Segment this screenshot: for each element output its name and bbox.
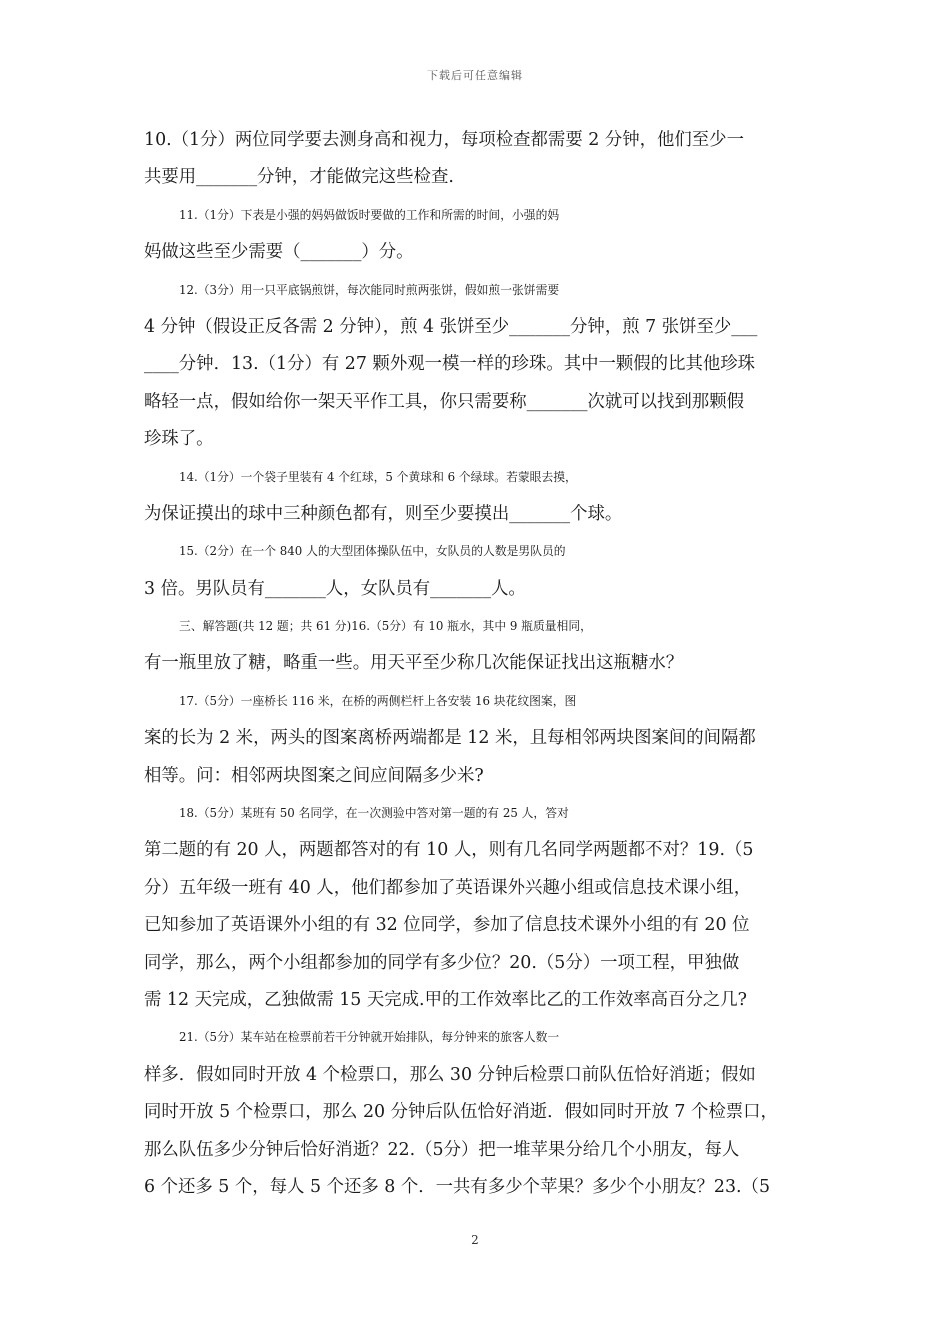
text-line: 15.（2分）在一个 840 人的大型团体操队伍中，女队员的人数是男队员的 xyxy=(179,544,566,559)
text-line: 3 倍。男队员有_______人，女队员有_______人。 xyxy=(144,578,526,599)
text-line: 21.（5分）某车站在检票前若干分钟就开始排队，每分钟来的旅客人数一 xyxy=(179,1030,560,1045)
text-line: 略轻一点，假如给你一架天平作工具，你只需要称_______次就可以找到那颗假 xyxy=(144,391,744,412)
text-line: 17.（5分）一座桥长 116 米，在桥的两侧栏杆上各安装 16 块花纹图案，图 xyxy=(179,693,577,708)
text-line: 有一瓶里放了糖，略重一些。用天平至少称几次能保证找出这瓶糖水？ xyxy=(144,653,684,674)
page-header: 下载后可任意编辑 xyxy=(427,69,523,82)
text-line: ____分钟．13.（1分）有 27 颗外观一模一样的珍珠。其中一颗假的比其他珍珠 xyxy=(144,354,756,375)
text-line: 同时开放 5 个检票口，那么 20 分钟后队伍恰好消逝．假如同时开放 7 个检票口， xyxy=(144,1102,778,1123)
text-line: 6 个还多 5 个，每人 5 个还多 8 个．一共有多少个苹果？多少个小朋友？23.（5 xyxy=(144,1176,771,1197)
page-number: 2 xyxy=(471,1233,479,1247)
text-line: 需 12 天完成，乙独做需 15 天完成.甲的工作效率比乙的工作效率高百分之几? xyxy=(144,989,747,1010)
text-line: 12.（3分）用一只平底锅煎饼，每次能同时煎两张饼，假如煎一张饼需要 xyxy=(179,282,560,297)
text-line: 为保证摸出的球中三种颜色都有，则至少要摸出_______个球。 xyxy=(144,503,623,524)
text-line: 案的长为 2 米，两头的图案离桥两端都是 12 米，且每相邻两块图案间的间隔都 xyxy=(144,728,756,749)
text-line: 同学，那么，两个小组都参加的同学有多少位？20.（5分）一项工程，甲独做 xyxy=(144,952,740,973)
text-line: 4 分钟（假设正反各需 2 分钟），煎 4 张饼至少_______分钟，煎 7 张饼至少___ xyxy=(144,316,758,337)
text-line: 11.（1分）下表是小强的妈妈做饭时要做的工作和所需的时间，小强的妈 xyxy=(179,207,560,222)
text-line: 第二题的有 20 人，两题都答对的有 10 人，则有几名同学两题都不对？19.（5 xyxy=(144,840,754,861)
text-line: 14.（1分）一个袋子里装有 4 个红球，5 个黄球和 6 个绿球。若蒙眼去摸， xyxy=(179,469,577,484)
text-line: 已知参加了英语课外小组的有 32 位同学，参加了信息技术课外小组的有 20 位 xyxy=(144,915,750,936)
text-line: 那么队伍多少分钟后恰好消逝？22.（5分）把一堆苹果分给几个小朋友，每人 xyxy=(144,1139,740,1160)
text-line: 三、解答题(共 12 题；共 61 分)16.（5分）有 10 瓶水，其中 9 瓶质量相同， xyxy=(179,619,592,634)
text-line: 相等。问：相邻两块图案之间应间隔多少米? xyxy=(144,765,484,786)
text-line: 妈做这些至少需要（_______）分。 xyxy=(144,242,414,263)
text-line: 珍珠了。 xyxy=(144,429,214,450)
text-line: 18.（5分）某班有 50 名同学，在一次测验中答对第一题的有 25 人，答对 xyxy=(179,806,569,821)
text-line: 共要用_______分钟，才能做完这些检查. xyxy=(144,167,454,188)
text-line: 10.（1分）两位同学要去测身高和视力，每项检查都需要 2 分钟，他们至少一 xyxy=(144,130,744,150)
text-line: 分）五年级一班有 40 人，他们都参加了英语课外兴趣小组或信息技术课小组， xyxy=(144,877,752,898)
document-body xyxy=(144,122,816,1206)
text-line: 样多．假如同时开放 4 个检票口，那么 30 分钟后检票口前队伍恰好消逝；假如 xyxy=(144,1064,756,1085)
